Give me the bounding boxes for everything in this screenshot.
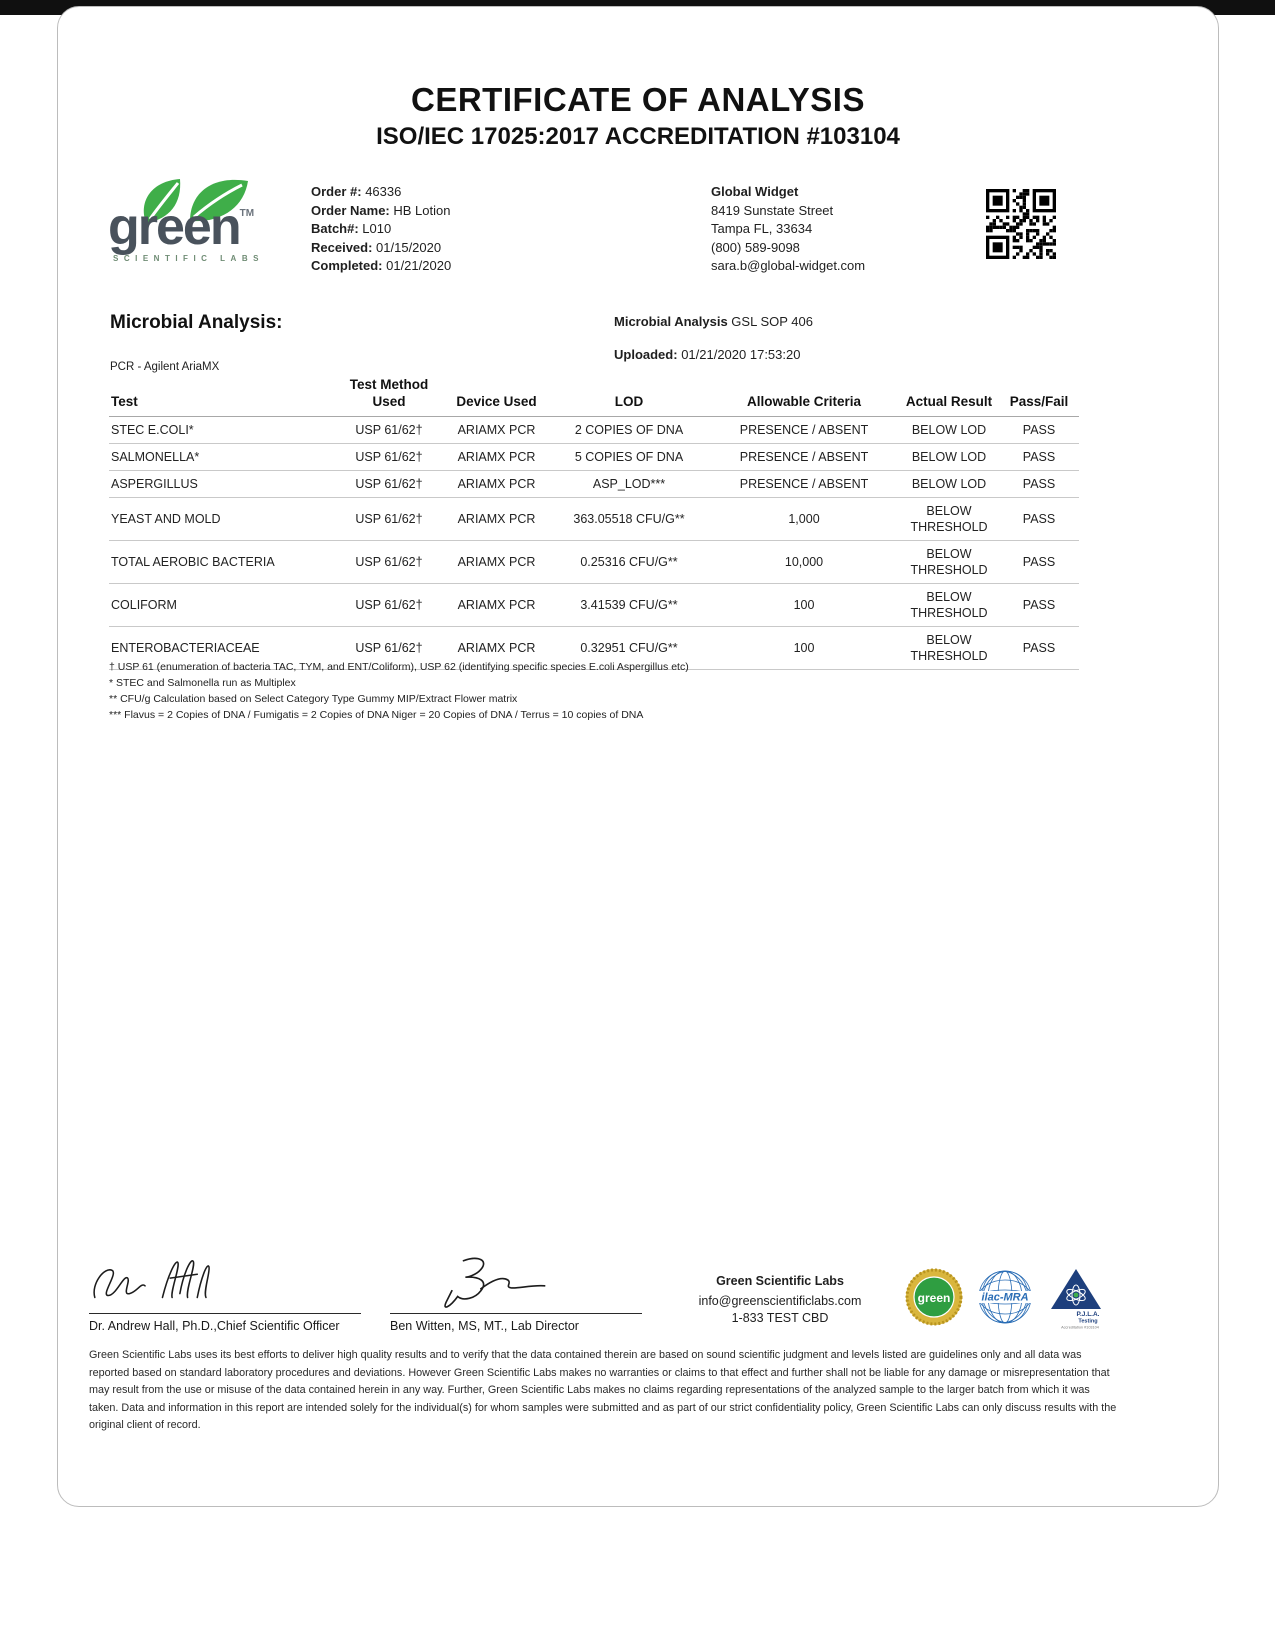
order-info-row: Batch#: L010 [311,221,392,236]
table-cell: ARIAMX PCR [444,471,549,498]
table-cell: SALMONELLA* [109,444,334,471]
table-cell: PASS [999,444,1079,471]
sop-value: GSL SOP 406 [731,314,813,329]
accreditation-logos [904,1267,1106,1331]
green-scientific-labs-logo [108,175,308,263]
microbial-results-table [109,374,1079,670]
footnote: * STEC and Salmonella run as Multiplex [109,677,296,689]
signature-line [390,1313,642,1314]
table-cell: ARIAMX PCR [444,627,549,670]
table-cell: BELOW THRESHOLD [899,584,999,627]
client-phone: (800) 589-9098 [711,239,800,255]
table-cell: PASS [999,584,1079,627]
ilac-mra-icon [975,1267,1035,1331]
client-name: Global Widget [711,184,799,199]
logo-tagline: SCIENTIFIC LABS [113,254,264,263]
table-cell: USP 61/62† [334,627,444,670]
footnote: *** Flavus = 2 Copies of DNA / Fumigatis = 2 Copies of DNA Niger = 20 Copies of DNA / Terrus = 10 copies of DNA [109,709,644,721]
table-cell: USP 61/62† [334,471,444,498]
certificate-page [57,6,1219,1507]
footnote: † USP 61 (enumeration of bacteria TAC, TYM, and ENT/Coliform), USP 62 (identifying specific species E.coli Aspergillus etc) [109,661,689,673]
lab-contact [670,1273,890,1327]
table-cell: USP 61/62† [334,584,444,627]
footnotes [109,659,689,723]
sop-reference [614,314,813,329]
signatory-name: Ben Witten, MS, MT., Lab Director [390,1319,579,1333]
table-cell: 1,000 [709,498,899,541]
table-cell: BELOW THRESHOLD [899,627,999,670]
column-header: Device Used [444,374,549,417]
footnote: ** CFU/g Calculation based on Select Category Type Gummy MIP/Extract Flower matrix [109,693,518,705]
table-cell: 100 [709,627,899,670]
qr-code [986,189,1056,259]
table-cell: ASPERGILLUS [109,471,334,498]
seal-text: green [917,1291,951,1305]
order-info-row: Completed: 01/21/2020 [311,258,452,273]
table-cell: COLIFORM [109,584,334,627]
signature-block-cso [89,1253,361,1333]
table-cell: YEAST AND MOLD [109,498,334,541]
table-row [109,444,1079,471]
table-cell: ENTEROBACTERIACEAE [109,627,334,670]
table-cell: USP 61/62† [334,444,444,471]
instrument-note: PCR - Agilent AriaMX [110,361,220,373]
disclaimer-text: Green Scientific Labs uses its best efforts to deliver high quality results and to verify that the data contained therein are based on sound scientific judgment and levels listed are guidelines only and all data was reported based on standard laboratory procedures and deviations. However Green Scientific Labs makes no warranties or claims to that effect and further shall not be liable for any damage or misrepresentation that may result from the use or misuse of the data contained herein in any way. Further, Green Scientific Labs makes no claims regarding representations of the analyzed sample to the larger batch from which it was taken. Data and information in this report are intended solely for the individual(s) for whom samples were submitted and as part of our strict confidentiality policy, Green Scientific Labs can only discuss results with the original client of record. [89,1349,1117,1432]
table-cell: 100 [709,584,899,627]
lab-phone: 1-833 TEST CBD [731,1311,829,1325]
table-cell: BELOW LOD [899,471,999,498]
table-row [109,584,1079,627]
order-info-row: Order #: 46336 [311,184,402,199]
table-cell: TOTAL AEROBIC BACTERIA [109,541,334,584]
uploaded-value: 01/21/2020 17:53:20 [681,347,801,362]
table-cell: PRESENCE / ABSENT [709,471,899,498]
table-cell: BELOW LOD [899,444,999,471]
uploaded-timestamp [614,347,800,362]
order-info-row: Received: 01/15/2020 [311,239,442,255]
table-cell: ARIAMX PCR [444,541,549,584]
table-row [109,498,1079,541]
section-heading: Microbial Analysis: [110,312,283,333]
microbial-results [109,374,1079,670]
column-header: Allowable Criteria [709,374,899,417]
client-email: sara.b@global-widget.com [711,258,866,273]
table-cell: 363.05518 CFU/G** [549,498,709,541]
order-info-row: Order Name: HB Lotion [311,202,451,218]
signature-icon [390,1253,634,1311]
signature-icon [89,1253,302,1311]
signature-block-lab-director [390,1253,642,1333]
table-cell: 5 COPIES OF DNA [549,444,709,471]
column-header: LOD [549,374,709,417]
pjla-testing-icon [1046,1267,1106,1331]
table-cell: 3.41539 CFU/G** [549,584,709,627]
client-address-line2: Tampa FL, 33634 [711,221,813,236]
green-certified-seal-icon [904,1267,964,1331]
order-info [311,183,451,276]
column-header: Actual Result [899,374,999,417]
table-row [109,541,1079,584]
table-cell: 0.32951 CFU/G** [549,627,709,670]
table-cell: STEC E.COLI* [109,417,334,444]
column-header: Pass/Fail [999,374,1079,417]
table-header-row [109,374,1079,417]
uploaded-label: Uploaded: [614,347,678,362]
table-cell: BELOW LOD [899,417,999,444]
signatory-name: Dr. Andrew Hall, Ph.D.,Chief Scientific Officer [89,1319,340,1333]
pjla-sub-text: Testing [1078,1318,1098,1325]
pjla-text: P.J.L.A. [1076,1311,1100,1318]
table-row [109,417,1079,444]
column-header: Test Method Used [334,374,444,417]
pjla-accreditation-number: Accreditation #103104 [1061,1325,1099,1330]
table-cell: ARIAMX PCR [444,498,549,541]
table-cell: USP 61/62† [334,417,444,444]
signature-line [89,1313,361,1314]
table-cell: PRESENCE / ABSENT [709,444,899,471]
table-cell: PASS [999,541,1079,584]
table-cell: PASS [999,498,1079,541]
table-cell: ARIAMX PCR [444,417,549,444]
page-title: CERTIFICATE OF ANALYSIS [411,81,865,118]
logo-word-text: green [108,198,240,256]
table-cell: PASS [999,471,1079,498]
table-cell: PASS [999,627,1079,670]
logo-wordmark [108,198,308,256]
client-info [711,183,865,276]
lab-name: Green Scientific Labs [716,1274,844,1288]
trademark-symbol: TM [239,208,255,219]
table-cell: ASP_LOD*** [549,471,709,498]
table-cell: 0.25316 CFU/G** [549,541,709,584]
table-cell: ARIAMX PCR [444,584,549,627]
accreditation-subtitle: ISO/IEC 17025:2017 ACCREDITATION #103104 [376,123,900,150]
column-header: Test [109,374,334,417]
table-cell: 2 COPIES OF DNA [549,417,709,444]
table-cell: 10,000 [709,541,899,584]
table-cell: PRESENCE / ABSENT [709,417,899,444]
lab-email: info@greenscientificlabs.com [698,1294,862,1308]
ilac-text: ilac-MRA [981,1291,1029,1304]
table-row [109,471,1079,498]
table-cell: USP 61/62† [334,498,444,541]
table-cell: ARIAMX PCR [444,444,549,471]
table-cell: PASS [999,417,1079,444]
table-cell: USP 61/62† [334,541,444,584]
table-cell: BELOW THRESHOLD [899,498,999,541]
client-address-line1: 8419 Sunstate Street [711,202,834,218]
table-cell: BELOW THRESHOLD [899,541,999,584]
sop-label: Microbial Analysis [614,314,728,329]
